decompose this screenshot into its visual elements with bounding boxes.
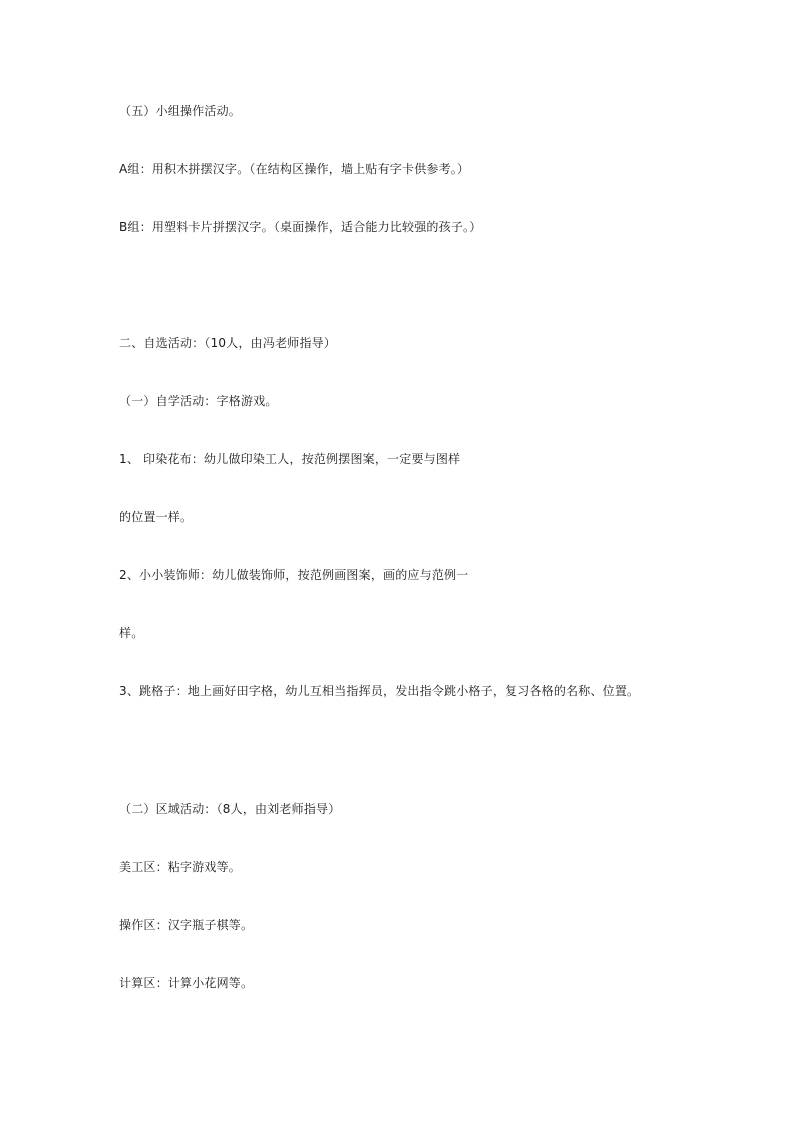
- item-1-line-1: 1、 印染花布：幼儿做印染工人，按范例摆图案，一定要与图样: [119, 452, 461, 466]
- art-area-line: 美工区：粘字游戏等。: [119, 860, 242, 874]
- subsection-heading-area-activity: （二）区域活动：（8人，由刘老师指导）: [119, 802, 341, 816]
- item-1-line-2: 的位置一样。: [119, 510, 193, 524]
- group-b-paragraph: B组：用塑料卡片拼摆汉字。（桌面操作，适合能力比较强的孩子。）: [119, 220, 482, 234]
- item-2-line-1: 2、小小装饰师：幼儿做装饰师，按范例画图案，画的应与范例一: [119, 568, 469, 582]
- group-a-paragraph: A组：用积木拼摆汉字。（在结构区操作，墙上贴有字卡供参考。）: [119, 162, 470, 176]
- section-heading-free-activity: 二、自选活动：（10人，由冯老师指导）: [119, 336, 337, 350]
- item-2-line-2: 样。: [119, 626, 144, 640]
- section-heading-group-activity: （五）小组操作活动。: [119, 104, 242, 118]
- item-3-paragraph: 3、跳格子：地上画好田字格，幼儿互相当指挥员，发出指令跳小格子，复习各格的名称、位置。: [119, 684, 640, 698]
- subsection-heading-self-study: （一）自学活动：字格游戏。: [119, 394, 278, 408]
- math-area-line: 计算区：计算小花网等。: [119, 976, 254, 990]
- operation-area-line: 操作区：汉字瓶子棋等。: [119, 918, 254, 932]
